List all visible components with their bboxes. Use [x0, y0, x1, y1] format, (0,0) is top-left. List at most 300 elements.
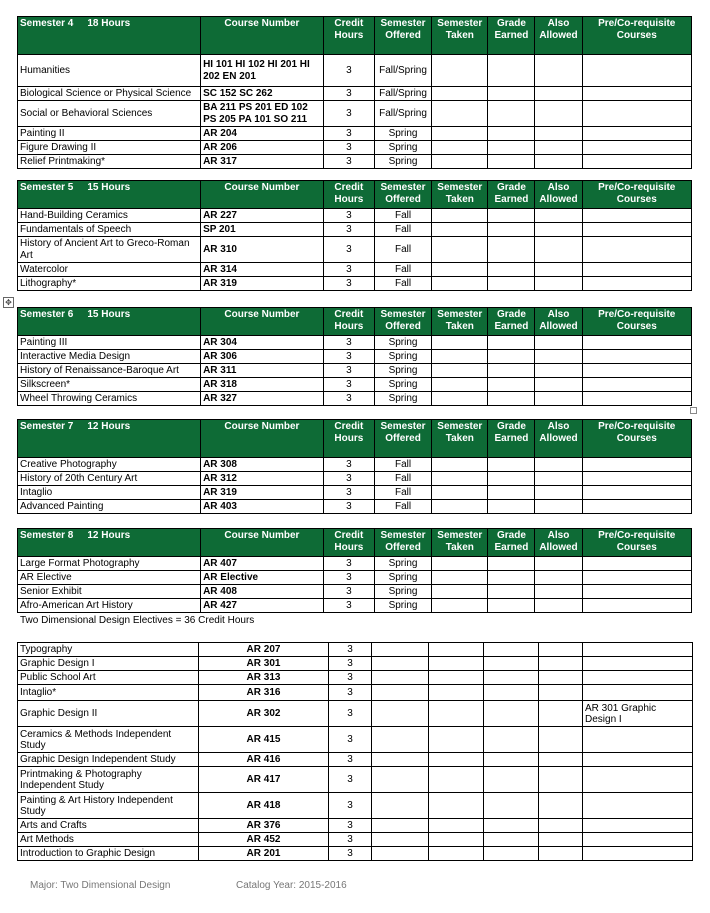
column-header: Credit Hours: [323, 529, 374, 557]
semester-offered: Fall: [374, 458, 431, 472]
also-allowed-cell[interactable]: [539, 833, 583, 847]
semester-taken-cell[interactable]: [429, 793, 484, 819]
semester-offered-cell[interactable]: [372, 643, 429, 657]
semester-5-table: [17, 180, 692, 291]
semester-taken-cell[interactable]: [429, 753, 484, 767]
grade-earned-cell[interactable]: [488, 87, 535, 101]
prereq-cell[interactable]: [582, 472, 691, 486]
grade-earned-cell[interactable]: [484, 793, 539, 819]
credit-hours: 3: [329, 753, 372, 767]
grade-earned-cell[interactable]: [488, 277, 535, 291]
semester-hours: 12 Hours: [87, 530, 131, 541]
credit-hours: 3: [323, 55, 374, 87]
semester-taken-cell[interactable]: [432, 263, 488, 277]
semester-taken-cell[interactable]: [432, 277, 488, 291]
semester-taken-cell[interactable]: [429, 819, 484, 833]
electives-table: [17, 642, 693, 861]
semester-offered-cell[interactable]: [372, 671, 429, 685]
credit-hours: 3: [323, 336, 374, 350]
also-allowed-cell[interactable]: [535, 392, 582, 406]
elective-row: [18, 671, 693, 685]
course-name: Watercolor: [18, 263, 201, 277]
also-allowed-cell[interactable]: [535, 127, 582, 141]
credit-hours: 3: [329, 643, 372, 657]
course-name: Interactive Media Design: [18, 350, 201, 364]
grade-earned-cell[interactable]: [488, 486, 535, 500]
semester-label: Semester 8: [20, 530, 74, 541]
also-allowed-cell[interactable]: [539, 753, 583, 767]
semester-taken-cell[interactable]: [432, 336, 488, 350]
semester-taken-cell[interactable]: [432, 209, 488, 223]
semester-offered: Spring: [374, 364, 431, 378]
credit-hours: 3: [323, 263, 374, 277]
semester-taken-cell[interactable]: [432, 55, 488, 87]
course-number: AR 403: [201, 500, 324, 514]
prereq-cell[interactable]: [583, 793, 693, 819]
semester-taken-cell[interactable]: [432, 101, 488, 127]
prereq-cell[interactable]: [583, 753, 693, 767]
credit-hours: 3: [323, 571, 374, 585]
also-allowed-cell[interactable]: [539, 767, 583, 793]
also-allowed-cell[interactable]: [535, 223, 582, 237]
column-header: Grade Earned: [488, 181, 535, 209]
grade-earned-cell[interactable]: [488, 336, 535, 350]
prereq-cell[interactable]: [582, 237, 691, 263]
grade-earned-cell[interactable]: [488, 237, 535, 263]
course-name: Biological Science or Physical Science: [18, 87, 201, 101]
course-row: [18, 209, 692, 223]
semester-taken-cell[interactable]: [432, 486, 488, 500]
column-header: Course Number: [201, 529, 324, 557]
semester-offered-cell[interactable]: [372, 701, 429, 727]
prereq-cell[interactable]: [583, 671, 693, 685]
semester-taken-cell[interactable]: [429, 671, 484, 685]
prereq-cell[interactable]: [582, 378, 691, 392]
grade-earned-cell[interactable]: [484, 753, 539, 767]
semester-taken-cell[interactable]: [432, 87, 488, 101]
grade-earned-cell[interactable]: [484, 847, 539, 861]
also-allowed-cell[interactable]: [535, 209, 582, 223]
course-row: [18, 87, 692, 101]
also-allowed-cell[interactable]: [539, 657, 583, 671]
semester-offered: Fall: [374, 223, 431, 237]
semester-offered-cell[interactable]: [372, 753, 429, 767]
semester-taken-cell[interactable]: [432, 127, 488, 141]
semester-offered: Spring: [374, 599, 431, 613]
also-allowed-cell[interactable]: [539, 643, 583, 657]
course-number: AR 301: [199, 657, 329, 671]
column-header: Semester Taken: [432, 308, 488, 336]
prereq-cell[interactable]: [583, 727, 693, 753]
credit-hours: 3: [329, 701, 372, 727]
course-row: [18, 101, 692, 127]
column-header: Also Allowed: [535, 529, 582, 557]
course-name: Graphic Design Independent Study: [18, 753, 199, 767]
also-allowed-cell[interactable]: [539, 793, 583, 819]
also-allowed-cell[interactable]: [535, 364, 582, 378]
course-name: Painting & Art History Independent Study: [18, 793, 199, 819]
semester-offered: Spring: [374, 571, 431, 585]
course-number: AR 407: [201, 557, 324, 571]
also-allowed-cell[interactable]: [535, 350, 582, 364]
prereq-cell[interactable]: [582, 557, 691, 571]
course-name: Figure Drawing II: [18, 141, 201, 155]
course-number: SP 201: [201, 223, 324, 237]
prereq-cell[interactable]: [582, 87, 691, 101]
elective-row: [18, 793, 693, 819]
semester-taken-cell[interactable]: [432, 472, 488, 486]
semester-offered-cell[interactable]: [372, 793, 429, 819]
course-row: [18, 55, 692, 87]
course-name: Hand-Building Ceramics: [18, 209, 201, 223]
prereq-cell[interactable]: [583, 833, 693, 847]
grade-earned-cell[interactable]: [484, 767, 539, 793]
semester-offered: Spring: [374, 155, 431, 169]
semester-taken-cell[interactable]: [432, 392, 488, 406]
grade-earned-cell[interactable]: [488, 350, 535, 364]
semester-taken-cell[interactable]: [429, 685, 484, 701]
course-name: Intaglio: [18, 486, 201, 500]
course-row: [18, 557, 692, 571]
course-number: AR 204: [201, 127, 324, 141]
semester-offered: Spring: [374, 585, 431, 599]
course-number: AR 319: [201, 277, 324, 291]
credit-hours: 3: [323, 500, 374, 514]
course-row: [18, 472, 692, 486]
also-allowed-cell[interactable]: [535, 336, 582, 350]
also-allowed-cell[interactable]: [539, 671, 583, 685]
semester-8-table: [17, 528, 692, 613]
semester-offered: Spring: [374, 350, 431, 364]
semester-offered-cell[interactable]: [372, 727, 429, 753]
also-allowed-cell[interactable]: [535, 237, 582, 263]
course-number: AR 206: [201, 141, 324, 155]
grade-earned-cell[interactable]: [484, 671, 539, 685]
prereq-cell[interactable]: [582, 458, 691, 472]
prereq-cell[interactable]: [582, 155, 691, 169]
semester-label: Semester 7: [20, 421, 74, 432]
column-header: Grade Earned: [488, 420, 535, 458]
elective-row: [18, 643, 693, 657]
prereq-cell[interactable]: [582, 141, 691, 155]
credit-hours: 3: [323, 155, 374, 169]
prereq-cell[interactable]: [582, 55, 691, 87]
course-name: Fundamentals of Speech: [18, 223, 201, 237]
course-name: Advanced Painting: [18, 500, 201, 514]
column-header: Semester Offered: [374, 420, 431, 458]
grade-earned-cell[interactable]: [488, 209, 535, 223]
semester-taken-cell[interactable]: [432, 557, 488, 571]
semester-offered-cell[interactable]: [372, 767, 429, 793]
table-move-handle-icon[interactable]: ✥: [3, 297, 14, 308]
grade-earned-cell[interactable]: [488, 101, 535, 127]
prereq-cell[interactable]: [583, 685, 693, 701]
semester-taken-cell[interactable]: [429, 643, 484, 657]
elective-row: [18, 701, 693, 727]
column-header: Semester Taken: [432, 17, 488, 55]
course-name: History of Ancient Art to Greco-Roman Art: [18, 237, 201, 263]
also-allowed-cell[interactable]: [535, 500, 582, 514]
credit-hours: 3: [323, 141, 374, 155]
semester-taken-cell[interactable]: [432, 155, 488, 169]
course-number: AR 314: [201, 263, 324, 277]
grade-earned-cell[interactable]: [488, 378, 535, 392]
also-allowed-cell[interactable]: [535, 599, 582, 613]
course-row: [18, 378, 692, 392]
also-allowed-cell[interactable]: [535, 277, 582, 291]
elective-row: [18, 727, 693, 753]
column-header: Pre/Co-requisite Courses: [582, 420, 691, 458]
course-name: Lithography*: [18, 277, 201, 291]
semester-taken-cell[interactable]: [432, 500, 488, 514]
elective-row: [18, 847, 693, 861]
course-name: Senior Exhibit: [18, 585, 201, 599]
semester-taken-cell[interactable]: [432, 585, 488, 599]
elective-row: [18, 833, 693, 847]
prereq-cell[interactable]: [583, 657, 693, 671]
semester-heading: [18, 529, 201, 557]
elective-row: [18, 819, 693, 833]
prereq-cell[interactable]: [582, 571, 691, 585]
grade-earned-cell[interactable]: [488, 155, 535, 169]
column-header: Course Number: [201, 308, 324, 336]
also-allowed-cell[interactable]: [535, 486, 582, 500]
grade-earned-cell[interactable]: [484, 685, 539, 701]
column-header: Semester Offered: [374, 17, 431, 55]
semester-taken-cell[interactable]: [432, 458, 488, 472]
credit-hours: 3: [323, 223, 374, 237]
credit-hours: 3: [323, 585, 374, 599]
course-number: AR 427: [201, 599, 324, 613]
semester-hours: 15 Hours: [87, 309, 131, 320]
course-number: AR 313: [199, 671, 329, 685]
course-number: AR 408: [201, 585, 324, 599]
prereq-cell[interactable]: [582, 277, 691, 291]
table-resize-handle[interactable]: [690, 407, 697, 414]
semester-taken-cell[interactable]: [429, 727, 484, 753]
course-name: AR Elective: [18, 571, 201, 585]
grade-earned-cell[interactable]: [488, 392, 535, 406]
grade-earned-cell[interactable]: [488, 585, 535, 599]
grade-earned-cell[interactable]: [484, 701, 539, 727]
also-allowed-cell[interactable]: [535, 557, 582, 571]
course-number: AR 201: [199, 847, 329, 861]
prereq-cell[interactable]: [582, 263, 691, 277]
semester-taken-cell[interactable]: [429, 657, 484, 671]
column-header: Semester Taken: [432, 181, 488, 209]
course-number: AR 306: [201, 350, 324, 364]
course-row: [18, 127, 692, 141]
prereq-cell[interactable]: [582, 127, 691, 141]
column-header: Credit Hours: [323, 181, 374, 209]
prereq-cell[interactable]: [582, 101, 691, 127]
course-row: [18, 336, 692, 350]
grade-earned-cell[interactable]: [488, 571, 535, 585]
grade-earned-cell[interactable]: [488, 557, 535, 571]
column-header: Credit Hours: [323, 420, 374, 458]
prereq-cell[interactable]: [582, 350, 691, 364]
prereq-cell[interactable]: [582, 392, 691, 406]
semester-taken-cell[interactable]: [432, 364, 488, 378]
also-allowed-cell[interactable]: [539, 847, 583, 861]
course-row: [18, 599, 692, 613]
semester-offered-cell[interactable]: [372, 847, 429, 861]
course-name: Graphic Design II: [18, 701, 199, 727]
grade-earned-cell[interactable]: [484, 819, 539, 833]
course-name: Ceramics & Methods Independent Study: [18, 727, 199, 753]
course-name: Creative Photography: [18, 458, 201, 472]
prereq-cell[interactable]: [583, 643, 693, 657]
semester-hours: 15 Hours: [87, 182, 131, 193]
course-number: HI 101 HI 102 HI 201 HI 202 EN 201: [201, 55, 324, 87]
course-number: AR 310: [201, 237, 324, 263]
prereq-cell[interactable]: [582, 486, 691, 500]
course-name: Wheel Throwing Ceramics: [18, 392, 201, 406]
also-allowed-cell[interactable]: [535, 472, 582, 486]
course-number: AR 302: [199, 701, 329, 727]
also-allowed-cell[interactable]: [539, 685, 583, 701]
semester-hours: 12 Hours: [87, 421, 131, 432]
also-allowed-cell[interactable]: [539, 819, 583, 833]
column-header: Also Allowed: [535, 181, 582, 209]
prereq-cell[interactable]: AR 301 Graphic Design I: [583, 701, 693, 727]
semester-offered-cell[interactable]: [372, 819, 429, 833]
semester-offered: Spring: [374, 336, 431, 350]
grade-earned-cell[interactable]: [488, 263, 535, 277]
course-name: Painting II: [18, 127, 201, 141]
also-allowed-cell[interactable]: [535, 571, 582, 585]
grade-earned-cell[interactable]: [488, 223, 535, 237]
grade-earned-cell[interactable]: [484, 833, 539, 847]
course-number: AR 415: [199, 727, 329, 753]
course-number: AR 316: [199, 685, 329, 701]
semester-6-table: [17, 307, 692, 406]
semester-taken-cell[interactable]: [429, 767, 484, 793]
grade-earned-cell[interactable]: [488, 141, 535, 155]
credit-hours: 3: [329, 833, 372, 847]
semester-offered: Fall: [374, 277, 431, 291]
course-name: Typography: [18, 643, 199, 657]
also-allowed-cell[interactable]: [535, 55, 582, 87]
course-number: AR 417: [199, 767, 329, 793]
course-number: AR 304: [201, 336, 324, 350]
semester-taken-cell[interactable]: [432, 223, 488, 237]
credit-hours: 3: [323, 486, 374, 500]
grade-earned-cell[interactable]: [488, 55, 535, 87]
prereq-cell[interactable]: [583, 819, 693, 833]
grade-earned-cell[interactable]: [488, 127, 535, 141]
credit-hours: 3: [329, 819, 372, 833]
prereq-cell[interactable]: [583, 847, 693, 861]
grade-earned-cell[interactable]: [488, 599, 535, 613]
column-header: Grade Earned: [488, 308, 535, 336]
credit-hours: 3: [323, 364, 374, 378]
footer-major: Major: Two Dimensional Design: [30, 880, 171, 891]
also-allowed-cell[interactable]: [539, 727, 583, 753]
prereq-cell[interactable]: [582, 585, 691, 599]
also-allowed-cell[interactable]: [535, 458, 582, 472]
semester-4-table: [17, 16, 692, 169]
semester-offered-cell[interactable]: [372, 685, 429, 701]
prereq-cell[interactable]: [582, 336, 691, 350]
semester-taken-cell[interactable]: [429, 701, 484, 727]
semester-taken-cell[interactable]: [432, 599, 488, 613]
semester-heading: [18, 181, 201, 209]
column-header: Credit Hours: [323, 308, 374, 336]
column-header: Semester Taken: [432, 529, 488, 557]
grade-earned-cell[interactable]: [484, 727, 539, 753]
column-header: Pre/Co-requisite Courses: [582, 308, 691, 336]
course-name: Public School Art: [18, 671, 199, 685]
course-row: [18, 277, 692, 291]
prereq-cell[interactable]: [582, 209, 691, 223]
credit-hours: 3: [323, 209, 374, 223]
also-allowed-cell[interactable]: [535, 378, 582, 392]
credit-hours: 3: [323, 127, 374, 141]
prereq-cell[interactable]: [582, 500, 691, 514]
semester-offered: Fall: [374, 500, 431, 514]
course-row: [18, 458, 692, 472]
prereq-cell[interactable]: [583, 767, 693, 793]
semester-offered: Spring: [374, 127, 431, 141]
column-header: Course Number: [201, 17, 324, 55]
credit-hours: 3: [323, 350, 374, 364]
prereq-cell[interactable]: [582, 599, 691, 613]
grade-earned-cell[interactable]: [484, 643, 539, 657]
grade-earned-cell[interactable]: [488, 364, 535, 378]
credit-hours: 3: [323, 472, 374, 486]
course-name: Humanities: [18, 55, 201, 87]
course-number: AR 308: [201, 458, 324, 472]
course-name: History of Renaissance-Baroque Art: [18, 364, 201, 378]
semester-offered: Fall: [374, 209, 431, 223]
semester-taken-cell[interactable]: [432, 571, 488, 585]
semester-label: Semester 6: [20, 309, 74, 320]
course-name: Printmaking & Photography Independent Study: [18, 767, 199, 793]
also-allowed-cell[interactable]: [535, 155, 582, 169]
prereq-cell[interactable]: [582, 223, 691, 237]
grade-earned-cell[interactable]: [488, 472, 535, 486]
also-allowed-cell[interactable]: [535, 585, 582, 599]
also-allowed-cell[interactable]: [535, 101, 582, 127]
course-row: [18, 350, 692, 364]
column-header: Also Allowed: [535, 308, 582, 336]
semester-taken-cell[interactable]: [432, 141, 488, 155]
semester-taken-cell[interactable]: [429, 847, 484, 861]
semester-taken-cell[interactable]: [432, 350, 488, 364]
also-allowed-cell[interactable]: [539, 701, 583, 727]
also-allowed-cell[interactable]: [535, 263, 582, 277]
course-name: Intaglio*: [18, 685, 199, 701]
column-header: Also Allowed: [535, 420, 582, 458]
semester-taken-cell[interactable]: [432, 237, 488, 263]
course-name: History of 20th Century Art: [18, 472, 201, 486]
credit-hours: 3: [323, 277, 374, 291]
semester-taken-cell[interactable]: [429, 833, 484, 847]
grade-earned-cell[interactable]: [488, 458, 535, 472]
semester-taken-cell[interactable]: [432, 378, 488, 392]
semester-offered-cell[interactable]: [372, 657, 429, 671]
column-header: Semester Taken: [432, 420, 488, 458]
also-allowed-cell[interactable]: [535, 141, 582, 155]
semester-heading: [18, 17, 201, 55]
grade-earned-cell[interactable]: [488, 500, 535, 514]
semester-offered-cell[interactable]: [372, 833, 429, 847]
prereq-cell[interactable]: [582, 364, 691, 378]
credit-hours: 3: [329, 685, 372, 701]
grade-earned-cell[interactable]: [484, 657, 539, 671]
also-allowed-cell[interactable]: [535, 87, 582, 101]
